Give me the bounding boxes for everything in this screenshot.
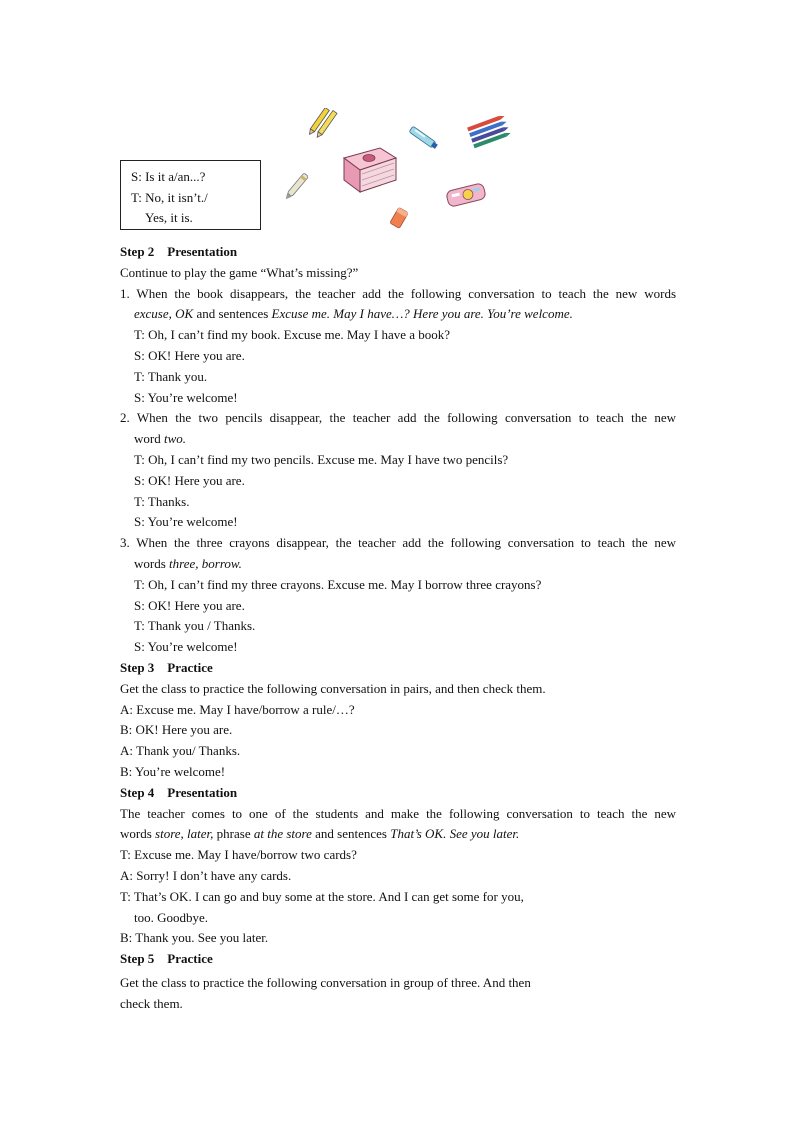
box-line: S: Is it a/an...?	[131, 169, 206, 184]
new-words: excuse, OK	[134, 306, 194, 322]
item2-line: 2. When the two pencils disappear, the teacher add the following conversation to teach the new	[120, 410, 676, 426]
dialogue-line: T: Oh, I can’t find my book. Excuse me. May I have a book?	[134, 327, 451, 343]
new-words: three, borrow.	[169, 555, 242, 571]
step5-line: Get the class to practice the following conversation in group of three. And then	[120, 974, 531, 990]
book-icon	[338, 144, 400, 196]
dialogue-line: S: OK! Here you are.	[134, 597, 245, 613]
step3-intro: Get the class to practice the following conversation in pairs, and then check them.	[120, 680, 546, 696]
dialogue-line: S: OK! Here you are.	[134, 347, 245, 363]
dialogue-line: T: Thank you / Thanks.	[134, 618, 256, 634]
step3-heading: Step 3 Practice	[120, 659, 213, 675]
step4-heading: Step 4 Presentation	[120, 784, 238, 800]
item3-line: 3. When the three crayons disappear, the teacher add the following conversation to teach the new	[120, 535, 676, 551]
dialogue-line: T: Thanks.	[134, 493, 190, 509]
new-words: two.	[163, 431, 187, 447]
eraser-icon	[388, 206, 410, 232]
pencil-case-icon	[444, 180, 488, 210]
dialogue-line: B: Thank you. See you later.	[120, 930, 269, 946]
step2-intro: Continue to play the game “What’s missing?”	[120, 264, 359, 280]
dialogue-line: A: Thank you/ Thanks.	[120, 743, 241, 759]
dialogue-line: T: Oh, I can’t find my two pencils. Excuse me. May I have two pencils?	[134, 451, 509, 467]
dialogue-line: S: You’re welcome!	[134, 389, 238, 405]
pencils-icon	[306, 108, 342, 142]
dialogue-box	[120, 160, 261, 230]
pen-icon	[282, 170, 310, 204]
lesson-content	[120, 242, 676, 1014]
dialogue-line: S: You’re welcome!	[134, 639, 238, 655]
box-line: T: No, it isn’t./	[131, 189, 208, 205]
item1-line: 1. When the book disappears, the teacher add the following conversation to teach the new words	[120, 285, 676, 301]
crayons-icon	[466, 112, 514, 152]
marker-icon	[404, 122, 442, 154]
dialogue-line: too. Goodbye.	[134, 909, 209, 925]
new-sentences: Excuse me. May I have…? Here you are. You’re welcome.	[271, 306, 573, 322]
dialogue-line: B: OK! Here you are.	[120, 722, 233, 738]
item3-vocab: words three, borrow.	[134, 555, 242, 571]
dialogue-line: S: OK! Here you are.	[134, 472, 245, 488]
dialogue-line: T: Excuse me. May I have/borrow two cards?	[120, 847, 357, 863]
dialogue-line: A: Excuse me. May I have/borrow a rule/…?	[120, 701, 355, 717]
dialogue-line: T: Thank you.	[134, 368, 208, 384]
item2-vocab: word two.	[134, 431, 187, 447]
step4-vocab: words store, later, phrase at the store and sentences That’s OK. See you later.	[120, 826, 520, 842]
dialogue-line: B: You’re welcome!	[120, 763, 226, 779]
new-sentences: That’s OK. See you later.	[390, 826, 520, 842]
new-words: store, later,	[155, 826, 214, 842]
dialogue-line: T: That’s OK. I can go and buy some at the store. And I can get some for you,	[120, 888, 524, 904]
box-line: Yes, it is.	[145, 210, 193, 225]
dialogue-line: S: You’re welcome!	[134, 514, 238, 530]
dialogue-line: A: Sorry! I don’t have any cards.	[120, 867, 292, 883]
new-phrase: at the store	[253, 826, 312, 842]
dialogue-line: T: Oh, I can’t find my three crayons. Excuse me. May I borrow three crayons?	[134, 576, 542, 592]
step5-heading: Step 5 Practice	[120, 951, 213, 967]
item1-vocab: excuse, OK and sentences Excuse me. May I have…? Here you are. You’re welcome.	[134, 306, 573, 322]
step2-heading: Step 2 Presentation	[120, 244, 238, 259]
step4-line: The teacher comes to one of the students and make the following conversation to teach the new	[120, 805, 676, 821]
step5-line: check them.	[120, 995, 183, 1011]
